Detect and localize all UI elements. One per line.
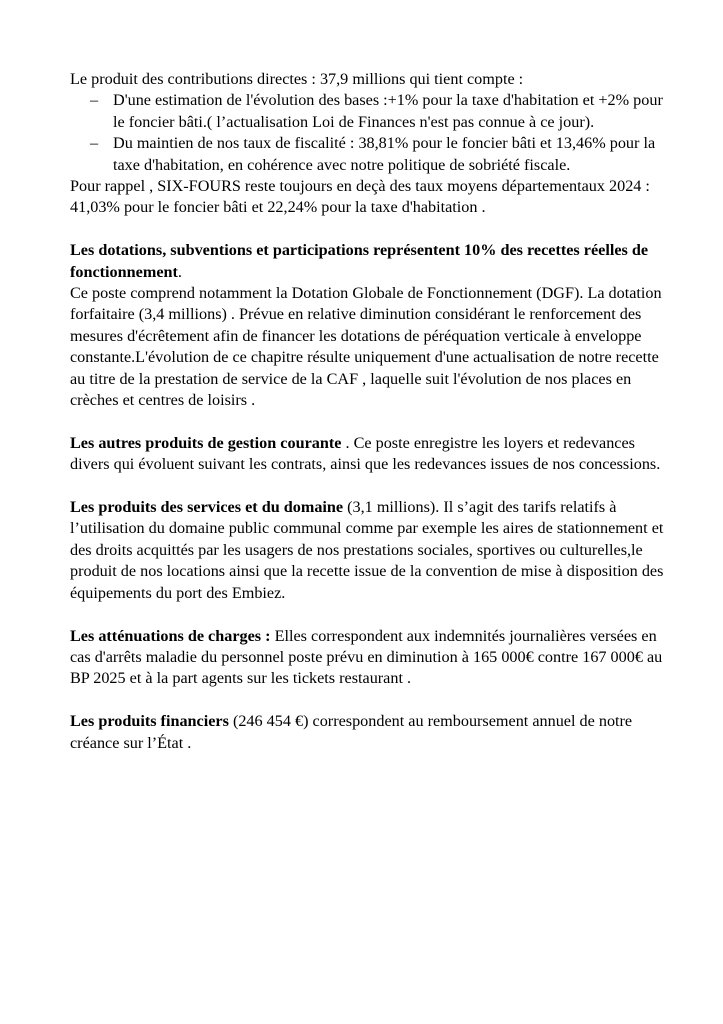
financiers-heading: Les produits financiers — [70, 712, 229, 731]
contributions-intro: Le produit des contributions directes : 37,9 millions qui tient compte : — [70, 70, 524, 88]
autres-produits-body: . Ce poste enregistre les loyers et redevances divers qui évoluent suivant les contrats, ainsi que les redevances issues de nos concessions. — [70, 433, 661, 474]
autres-produits-heading: Les autres produits de gestion courante — [70, 433, 342, 452]
list-item — [70, 90, 670, 133]
services-domaine-section — [70, 497, 670, 604]
attenuations-section — [70, 626, 670, 690]
bullet-text: D'une estimation de l'évolution des bases :+1% pour la taxe d'habitation et +2% pour le foncier bâti.( l’actualisation Loi de Finances n'est pas connue à ce jour). — [113, 91, 663, 131]
dotations-body: Ce poste comprend notamment la Dotation Globale de Fonctionnement (DGF). La dotation forfaitaire (3,4 millions) . Prévue en relative diminution considérant le renforcement des mesures d'écrêtement afin de financer les dotations de péréquation verticale à enveloppe constante.L'évolution de ce chapitre résulte uniquement d'une actualisation de notre recette au titre de la prestation de service de la CAF , laquelle suit l'évolution de nos places en crèches et centres de loisirs . — [70, 284, 662, 410]
contributions-section — [70, 69, 670, 219]
financiers-section — [70, 711, 670, 754]
services-domaine-heading: Les produits des services et du domaine — [70, 498, 344, 517]
financiers-paragraph — [70, 711, 670, 754]
autres-produits-paragraph — [70, 433, 670, 476]
attenuations-body: Elles correspondent aux indemnités journalières versées en cas d'arrêts maladie du personnel poste prévu en diminution à 165 000€ contre 167 000€ au BP 2025 et à la part agents sur les tickets restaurant . — [70, 626, 663, 688]
dotations-heading: Les dotations, subventions et participations représentent 10% des recettes réelles de fonctionnement — [70, 241, 649, 281]
contributions-bullet-list — [70, 90, 670, 176]
financiers-body: (246 454 €) correspondent au remboursement annuel de notre créance sur l’État . — [70, 712, 633, 752]
attenuations-paragraph — [70, 626, 670, 690]
contributions-reminder: Pour rappel , SIX-FOURS reste toujours en deçà des taux moyens départementaux 2024 : 41,03% pour le foncier bâti et 22,24% pour la taxe d'habitation . — [70, 177, 650, 217]
dotations-heading-line — [70, 240, 670, 283]
bullet-text: Du maintien de nos taux de fiscalité : 38,81% pour le foncier bâti et 13,46% pour la taxe d'habitation, en cohérence avec notre politique de sobriété fiscale. — [113, 134, 656, 174]
dotations-section — [70, 240, 670, 411]
dotations-heading-end: . — [177, 262, 182, 281]
services-domaine-paragraph — [70, 497, 670, 604]
attenuations-heading: Les atténuations de charges : — [70, 626, 271, 645]
dash-bullet-icon: – — [90, 134, 99, 153]
autres-produits-section — [70, 433, 670, 476]
list-item — [70, 133, 670, 176]
services-domaine-body: (3,1 millions). Il s’agit des tarifs relatifs à l’utilisation du domaine public communal comme par exemple les aires de stationnement et des droits acquittés par les usagers de nos prestations sociales, sportives ou culturelles,le produit de nos locations ainsi que la recette issue de la convention de mise à disposition des équipements du port des Embiez. — [70, 498, 664, 602]
document-page — [70, 69, 670, 754]
dash-bullet-icon: – — [90, 91, 99, 110]
